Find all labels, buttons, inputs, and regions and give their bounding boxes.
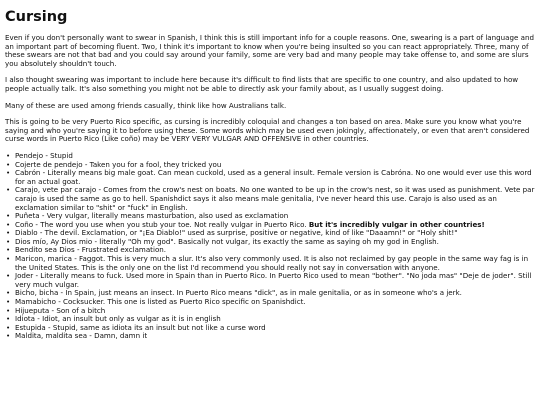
term-text: Coño - The word you use when you stub your toe. Not really vulgar in Puerto Rico. [15, 219, 309, 229]
curse-word-list [5, 152, 535, 341]
term-text: Bicho, bicha - In Spain, just means an insect. In Puerto Rico means "dick", as in male genitalia, or as in someone who's a jerk. [15, 288, 462, 298]
term-warning: But it's incredibly vulgar in other countries! [308, 219, 485, 229]
casual-use-paragraph: Many of these are used among friends casually, think like how Australians talk. [5, 100, 287, 110]
list-item [13, 255, 535, 272]
term-text: Maricon, marica - Faggot. This is very much a slur. It's also very commonly used. It is also not reclaimed by gay people in the same way fag is in the United States. This is the only one on the list I'd recommend you should really not say in conversation with anyone. [15, 254, 529, 272]
term-text: Diablo - The devil. Exclamation, or "¡Ea Diablo!" used as surprise, positive or negative, kind of like "Daaamn!" or "Holy shit!" [15, 228, 458, 238]
term-text: Joder - Literally means to fuck. Used more in Spain than in Puerto Rico. In Puerto Rico used to mean "bother". "No joda mas" "Deje de joder". Still very much vulgar. [15, 271, 532, 289]
regional-note-paragraph: This is going to be very Puerto Rico specific, as cursing is incredibly coloquial and changes a ton based on area. Make sure you know what you're saying and who you're saying it to before using these. Some words which may be used even jokingly, affectionately, or even that aren't considered curse words in Puerto Rico (Like coño) may be VERY VERY VULGAR AND OFFENSIVE in other countries. [5, 117, 530, 144]
term-text: Idiota - Idiot, an insult but only as vulgar as it is in english [15, 314, 221, 324]
term-text: Mamabicho - Cocksucker. This one is listed as Puerto Rico specific on Spanishdict. [15, 297, 306, 307]
term-text: Maldita, maldita sea - Damn, damn it [15, 331, 148, 341]
term-text: Bendito sea Dios - Frustrated exclamation. [15, 245, 167, 255]
list-item [13, 332, 535, 341]
term-text: Cojerte de pendejo - Taken you for a fool, they tricked you [15, 159, 222, 169]
term-text: Carajo, vete par carajo - Comes from the crow's nest on boats. No one wanted to be up in the crow's nest, so it was used as punishment. Vete par carajo is used the same as go to hell. Spanishdict says it also means male genitalia, I've never heard this use. Carajo is also used as an exclamation similar to "shit" or "fuck" in English. [15, 185, 535, 212]
term-text: Hijueputa - Son of a bitch [15, 305, 106, 315]
intro-paragraph: Even if you don't personally want to swear in Spanish, I think this is still important info for a couple reasons. One, swearing is a part of language and an important part of becoming fluent. Two, I think it's important to know when you're being insulted so you can react appropriately. Three, many of these swears are not that bad and you could say around your family, some are very bad and many people may take offense to, and some are slurs you absolutely shouldn't touch. [5, 33, 534, 68]
term-text: Cabrón - Literally means big male goat. Can mean cuckold, used as a general insult. Female version is Cabróna. No one would ever use this word for an actual goat. [15, 168, 532, 186]
term-text: Pendejo - Stupid [15, 150, 73, 160]
list-item [13, 272, 535, 289]
term-text: Estupida - Stupid, same as idiota its an insult but not like a curse word [15, 322, 266, 332]
page-title: Cursing [5, 9, 68, 25]
list-item [13, 169, 535, 186]
term-text: Puñeta - Very vulgar, literally means masturbation, also used as exclamation [15, 211, 289, 221]
list-item [13, 186, 535, 212]
reason-paragraph: I also thought swearing was important to include here because it's difficult to find lists that are specific to one country, and also updated to how people actually talk. It's also something you might not be able to directly ask your family about, as I usually suggest doing. [5, 75, 519, 93]
term-text: Dios mío, Ay Dios mio - literally "Oh my god". Basically not vulgar, its exactly the same as saying oh my god in English. [15, 236, 439, 246]
